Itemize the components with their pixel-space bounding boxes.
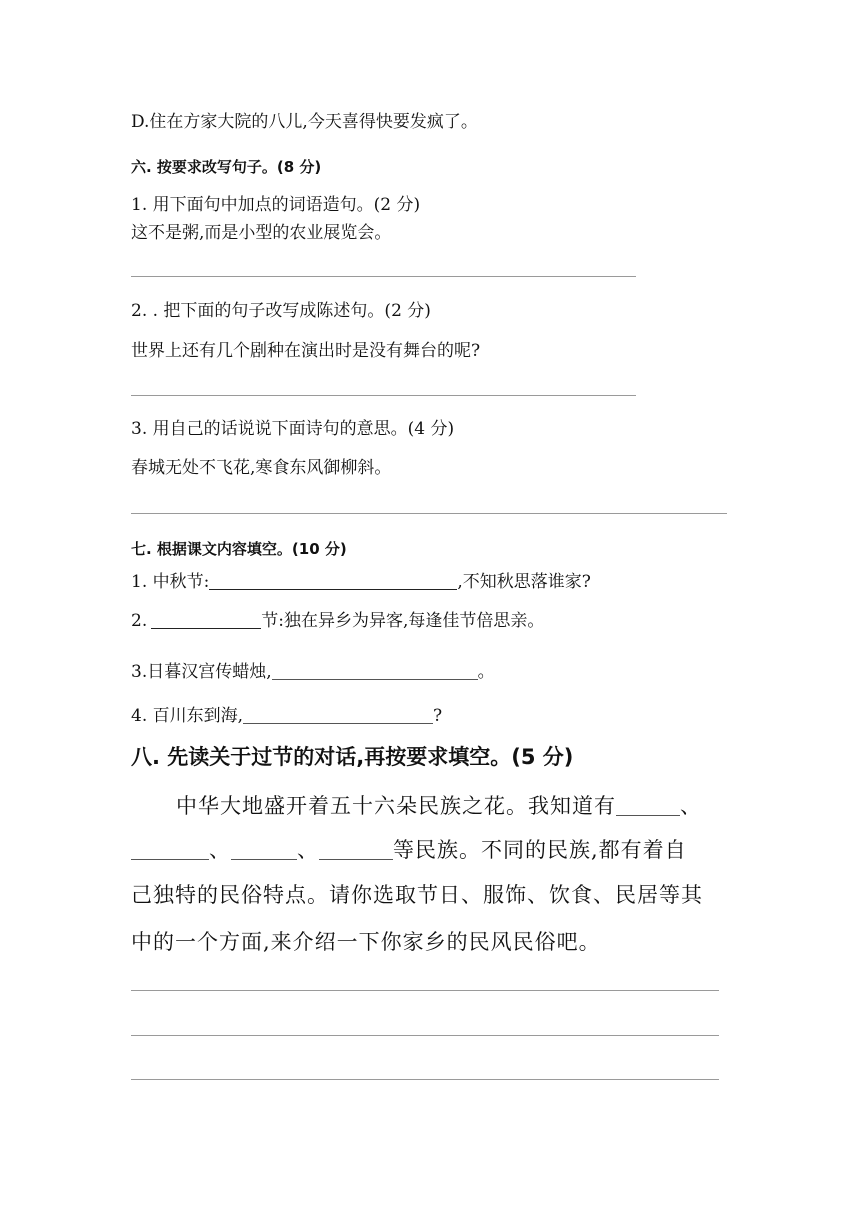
q3-blank[interactable]	[272, 661, 478, 680]
q3-suffix: 。	[477, 662, 495, 682]
answer-line-q2[interactable]	[131, 395, 636, 396]
q2-blank[interactable]	[151, 610, 261, 629]
answer-line-q3[interactable]	[131, 513, 727, 514]
section-8-line-2	[131, 834, 687, 864]
section-6-q1-prompt: 1. 用下面句中加点的词语造句。(2 分)	[131, 195, 421, 215]
q2-suffix: 节:独在异乡为异客,每逢佳节倍思亲。	[261, 611, 545, 631]
q4-prefix: 4. 百川东到海,	[131, 706, 244, 726]
q3-prefix: 3.日暮汉宫传蜡烛,	[131, 662, 272, 682]
para-line-1-text: 中华大地盛开着五十六朵民族之花。我知道有	[176, 794, 616, 818]
section-6-q2-sentence: 世界上还有几个剧种在演出时是没有舞台的呢?	[131, 341, 481, 361]
q1-prefix: 1. 中秋节:	[131, 572, 210, 592]
para-line-2-sep2: 、	[297, 838, 319, 862]
section-8-line-1	[176, 790, 702, 820]
section-6-heading: 六. 按要求改写句子。(8 分)	[131, 158, 322, 176]
section-8-line-4: 中的一个方面,来介绍一下你家乡的民风民俗吧。	[131, 930, 601, 954]
ethnic-blank-3[interactable]	[231, 839, 297, 860]
q4-blank[interactable]	[243, 705, 433, 724]
section-7-q4	[131, 701, 442, 726]
answer-line-8c[interactable]	[131, 1079, 719, 1080]
section-7-q2	[131, 606, 544, 631]
ethnic-blank-2[interactable]	[131, 839, 209, 860]
section-7-q1	[131, 567, 591, 592]
option-d-text: D.住在方家大院的八儿,今天喜得快要发疯了。	[131, 112, 478, 132]
q4-suffix: ?	[433, 706, 443, 726]
para-line-2-sep1: 、	[209, 838, 231, 862]
section-8-line-3: 己独特的民俗特点。请你选取节日、服饰、饮食、民居等其	[131, 883, 703, 907]
ethnic-blank-1[interactable]	[616, 795, 680, 816]
section-6-q3-prompt: 3. 用自己的话说说下面诗句的意思。(4 分)	[131, 419, 455, 439]
section-8-heading: 八. 先读关于过节的对话,再按要求填空。(5 分)	[131, 745, 574, 769]
answer-line-8b[interactable]	[131, 1035, 719, 1036]
q2-prefix: 2.	[131, 611, 148, 631]
section-7-q3	[131, 657, 495, 682]
section-6-q1-sentence: 这不是粥,而是小型的农业展览会。	[131, 223, 392, 243]
para-line-1-end: 、	[680, 794, 702, 818]
ethnic-blank-4[interactable]	[319, 839, 393, 860]
section-6-q2-prompt: 2. . 把下面的句子改写成陈述句。(2 分)	[131, 301, 431, 321]
section-7-heading: 七. 根据课文内容填空。(10 分)	[131, 540, 347, 558]
q1-suffix: ,不知秋思落谁家?	[457, 572, 591, 592]
section-6-q3-sentence: 春城无处不飞花,寒食东风御柳斜。	[131, 458, 392, 478]
q1-blank[interactable]	[209, 571, 457, 590]
answer-line-8a[interactable]	[131, 990, 719, 991]
para-line-2-tail: 等民族。不同的民族,都有着自	[393, 838, 687, 862]
answer-line-q1[interactable]	[131, 276, 636, 277]
